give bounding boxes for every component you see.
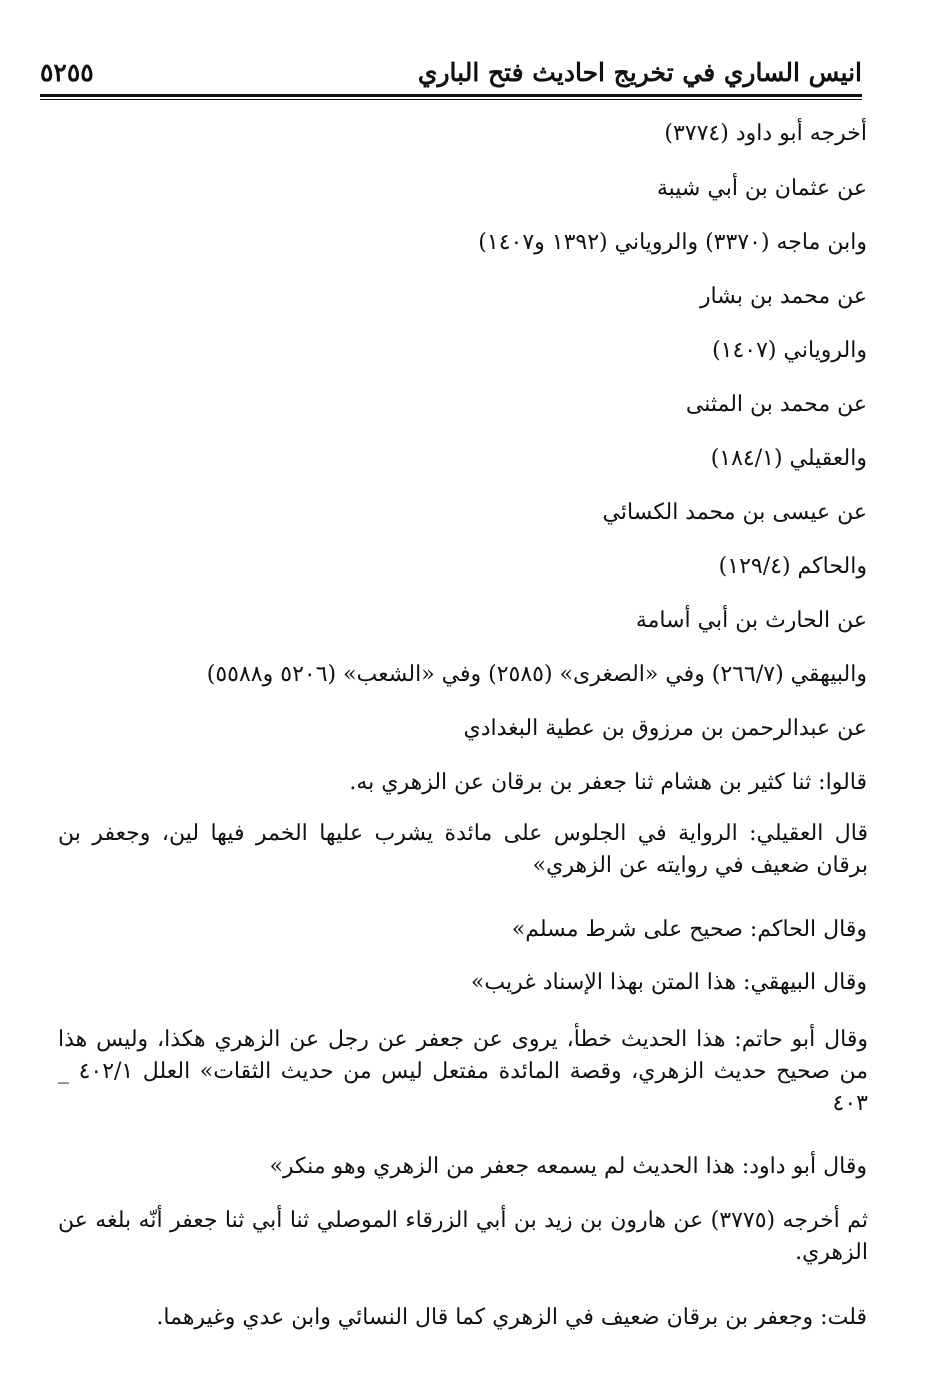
page-header bbox=[40, 55, 862, 95]
text-line: أخرجه أبو داود (٣٧٧٤) bbox=[664, 121, 867, 146]
header-rule-thick bbox=[40, 94, 862, 97]
text-line: والروياني (١٤٠٧) bbox=[712, 338, 867, 363]
text-line: عن عثمان بن أبي شيبة bbox=[656, 176, 867, 201]
paragraph-uqayli: قال العقيلي: الرواية في الجلوس على مائدة يشرب عليها الخمر فيها لين، وجعفر بن برقان ضعيف في روايته عن الزهري» bbox=[58, 821, 868, 878]
header-rule-thin bbox=[40, 99, 862, 100]
paragraph-qultu: قلت: وجعفر بن برقان ضعيف في الزهري كما قال النسائي وابن عدي وغيرهما. bbox=[156, 1305, 867, 1330]
paragraph-hakim: وقال الحاكم: صحيح على شرط مسلم» bbox=[511, 917, 867, 942]
text-line: عن محمد بن المثنى bbox=[685, 392, 867, 417]
text-line: عن الحارث بن أبي أسامة bbox=[635, 608, 867, 633]
text-line: عن محمد بن بشار bbox=[699, 284, 867, 309]
text-line: وابن ماجه (٣٣٧٠) والروياني (١٣٩٢ و١٤٠٧) bbox=[478, 230, 867, 255]
paragraph-bayhaqi: وقال البيهقي: هذا المتن بهذا الإسناد غريب» bbox=[470, 970, 867, 995]
text-line: والبيهقي (٢٦٦/٧) وفي «الصغرى» (٢٥٨٥) وفي «الشعب» (٥٢٠٦ و٥٥٨٨) bbox=[206, 662, 867, 687]
paragraph-abu-hatim: وقال أبو حاتم: هذا الحديث خطأ، يروى عن جعفر عن رجل عن الزهري هكذا، وليس هذا من صحيح حديث الزهري، وقصة المائدة مفتعل ليس من حديث الثقات» العلل ٤٠٢/١ _ ٤٠٣ bbox=[58, 1027, 868, 1116]
text-line: عن عبدالرحمن بن مرزوق بن عطية البغدادي bbox=[463, 716, 867, 741]
page-number: ٥٢٥٥ bbox=[40, 58, 94, 87]
text-line: قالوا: ثنا كثير بن هشام ثنا جعفر بن برقان عن الزهري به. bbox=[349, 770, 867, 795]
paragraph-second-takhrij: ثم أخرجه (٣٧٧٥) عن هارون بن زيد بن أبي الزرقاء الموصلي ثنا أبي ثنا جعفر أنّه بلغه عن الزهري. bbox=[58, 1208, 868, 1265]
running-title: انيس الساري في تخريج احاديث فتح الباري bbox=[417, 58, 862, 87]
text-line: والحاكم (١٢٩/٤) bbox=[718, 554, 867, 579]
text-line: عن عيسى بن محمد الكسائي bbox=[602, 500, 867, 525]
text-line: والعقيلي (١٨٤/١) bbox=[710, 446, 867, 471]
paragraph-abu-dawud: وقال أبو داود: هذا الحديث لم يسمعه جعفر من الزهري وهو منكر» bbox=[269, 1154, 867, 1179]
